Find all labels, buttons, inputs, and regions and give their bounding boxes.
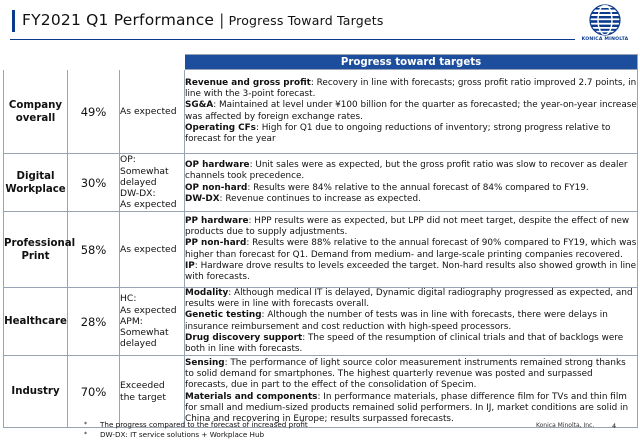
detail-label: Sensing [185, 358, 225, 369]
detail-item [185, 216, 637, 238]
status-line: APM: [120, 315, 143, 327]
slide-header [0, 0, 640, 50]
status-line: OP: [120, 154, 136, 166]
status-line: As expected [120, 105, 177, 117]
detail-text: : Although the number of tests was in line with forecasts, there were delays in insurance reimbursement and cost reduction with high-speed processors. [185, 310, 608, 332]
status-cell [120, 356, 185, 428]
status-line: delayed [120, 176, 157, 188]
detail-item [185, 333, 637, 355]
segment-name: Professional Print [4, 212, 68, 288]
footnote [84, 420, 308, 430]
status-line: Somewhat [120, 327, 169, 339]
detail-label: PP hardware [185, 216, 249, 227]
status-line: Exceeded [120, 380, 165, 392]
detail-text: : Revenue continues to increase as expected. [219, 193, 421, 204]
detail-text: : The performance of light source color measurement instruments remained strong thanks to solid demand for smartphones. The highest quarterly revenue was posted and surpassed forecasts, due in part to the effect of the consolidation of Specim. [185, 358, 626, 391]
detail-item [185, 310, 637, 332]
detail-label: OP hardware [185, 160, 250, 171]
segment-name: Healthcare [4, 288, 68, 356]
header-blank-cell [4, 55, 185, 70]
status-line: delayed [120, 338, 157, 350]
company-name: Konica Minolta, Inc. [536, 422, 595, 429]
detail-text: : In performance materials, phase difference film for TVs and thin film for small and medium-sized products remained solid performers. In IJ, market conditions are solid in China and recovering in Europe; results surpassed forecasts. [185, 391, 629, 424]
detail-label: PP non-hard [185, 238, 247, 249]
status-line: As expected [120, 243, 177, 255]
footnote-marker: * [84, 431, 87, 438]
detail-item [185, 238, 637, 260]
progress-percent: 30% [68, 154, 120, 212]
progress-percent: 49% [68, 70, 120, 154]
detail-item [185, 183, 637, 194]
status-line: As expected [120, 304, 177, 316]
progress-percent: 58% [68, 212, 120, 288]
detail-label: Operating CFs [185, 122, 256, 133]
segment-name: Company overall [4, 70, 68, 154]
detail-cell [185, 356, 638, 428]
detail-text: : Results were 88% relative to the annual forecast of 90% compared to FY19, which was higher than forecast for Q1. Demand from medium- and large-scale printing companies recovered. [185, 238, 637, 260]
detail-label: IP [185, 260, 195, 271]
footnote-text: The progress compared to the forecast of increased profit [100, 420, 308, 429]
title-subtitle: Progress Toward Targets [228, 13, 384, 28]
table-row [4, 288, 638, 356]
detail-text: : The speed of the resumption of clinical trials and that of backlogs were both in line with forecasts. [185, 332, 624, 354]
status-cell [120, 288, 185, 356]
detail-item [185, 100, 637, 122]
table-row [4, 212, 638, 288]
status-cell [120, 154, 185, 212]
detail-text: : Hardware drove results to levels exceeded the target. Non-hard results also showed growth in line with forecasts. [185, 260, 637, 282]
table-header: Progress toward targets [185, 55, 638, 70]
detail-item [185, 160, 637, 182]
company-logo [577, 4, 633, 48]
slide-title [22, 11, 384, 29]
segment-name: Digital Workplace [4, 154, 68, 212]
detail-item [185, 194, 637, 205]
detail-text: : Maintained at level under ¥100 billion for the quarter as forecasted; the year-on-year increase was affected by foreign exchange rates. [185, 100, 637, 122]
detail-cell [185, 154, 638, 212]
footnote-marker: * [84, 421, 87, 428]
detail-label: Modality [185, 288, 229, 299]
detail-text: : High for Q1 due to ongoing reductions of inventory; strong progress relative to forecast for the year [185, 122, 611, 144]
table-header-row [4, 55, 638, 70]
detail-label: Drug discovery support [185, 332, 303, 343]
status-cell [120, 212, 185, 288]
detail-item [185, 123, 637, 145]
title-separator: | [219, 11, 225, 29]
detail-label: OP non-hard [185, 182, 248, 193]
globe-logo-icon [589, 4, 621, 36]
logo-text: KONICA MINOLTA [581, 37, 629, 42]
detail-item [185, 358, 637, 391]
progress-table [3, 54, 638, 428]
detail-label: Genetic testing [185, 310, 262, 321]
table-row [4, 356, 638, 428]
detail-text: : Results were 84% relative to the annual forecast of 84% compared to FY19. [247, 182, 589, 193]
title-main: FY2021 Q1 Performance [22, 11, 215, 29]
detail-cell [185, 212, 638, 288]
detail-text: : Unit sales were as expected, but the gross profit ratio was slow to recover as dealer channels took precedence. [185, 160, 628, 182]
detail-label: SG&A [185, 100, 214, 111]
detail-label: Materials and components [185, 391, 318, 402]
footnote-text: DW-DX: IT service solutions + Workplace Hub [100, 430, 265, 439]
table-row [4, 154, 638, 212]
detail-text: : Recovery in line with forecasts; gross profit ratio improved 2.7 points, in line with the 3-point forecast. [185, 78, 637, 100]
footnote [84, 430, 308, 440]
table-row [4, 70, 638, 154]
status-line: As expected [120, 199, 177, 211]
page-number: 4 [612, 422, 617, 430]
detail-label: DW-DX [185, 193, 220, 204]
detail-label: Revenue and gross profit [185, 78, 311, 89]
detail-item [185, 78, 637, 100]
status-cell [120, 70, 185, 154]
detail-cell [185, 288, 638, 356]
status-line: DW-DX: [120, 188, 156, 200]
status-line: HC: [120, 293, 137, 305]
progress-percent: 28% [68, 288, 120, 356]
detail-text: : HPP results were as expected, but LPP did not meet target, despite the effect of new products due to supply adjustments. [185, 216, 630, 238]
detail-item [185, 288, 637, 310]
title-underline [10, 39, 575, 40]
status-line: Somewhat [120, 165, 169, 177]
footnotes [84, 420, 308, 440]
segment-name: Industry [4, 356, 68, 428]
detail-cell [185, 70, 638, 154]
title-accent-bar [12, 10, 15, 32]
detail-item [185, 261, 637, 283]
progress-percent: 70% [68, 356, 120, 428]
detail-text: : Although medical IT is delayed, Dynamic digital radiography progressed as expected, and results were in line with forecasts overall. [185, 288, 633, 310]
status-line: the target [120, 391, 166, 403]
